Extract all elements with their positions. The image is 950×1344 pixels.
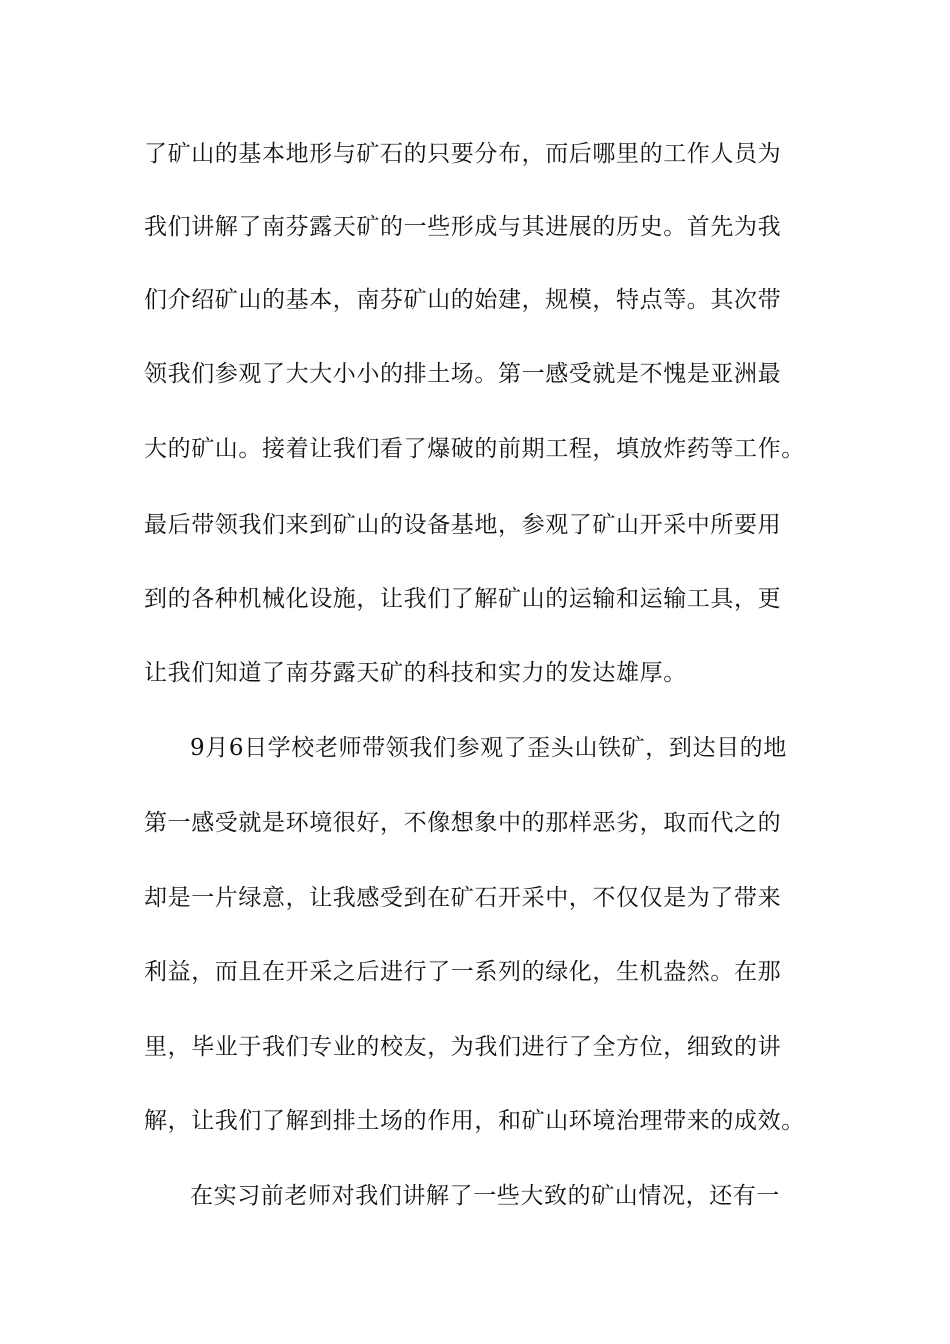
text-line: 大的矿山。接着让我们看了爆破的前期工程，填放炸药等工作。 — [144, 436, 805, 462]
text-line: 解，让我们了解到排土场的作用，和矿山环境治理带来的成效。 — [144, 1108, 805, 1134]
text-line: 领我们参观了大大小小的排土场。第一感受就是不愧是亚洲最 — [144, 361, 782, 387]
text-line: 利益，而且在开采之后进行了一系列的绿化，生机盎然。在那 — [144, 959, 782, 985]
text-line: 里，毕业于我们专业的校友，为我们进行了全方位，细致的讲 — [144, 1034, 782, 1060]
text-line: 第一感受就是环境很好，不像想象中的那样恶劣，取而代之的 — [144, 810, 782, 836]
text-line: 了矿山的基本地形与矿石的只要分布，而后哪里的工作人员为 — [144, 141, 782, 167]
paragraph-start-line: 在实习前老师对我们讲解了一些大致的矿山情况，还有一 — [190, 1183, 780, 1209]
text-line: 让我们知道了南芬露天矿的科技和实力的发达雄厚。 — [144, 660, 687, 686]
paragraph-start-line: 9月6日学校老师带领我们参观了歪头山铁矿，到达目的地 — [190, 735, 787, 761]
text-line: 最后带领我们来到矿山的设备基地，参观了矿山开采中所要用 — [144, 512, 782, 538]
text-line: 却是一片绿意，让我感受到在矿石开采中，不仅仅是为了带来 — [144, 885, 782, 911]
text-line: 到的各种机械化设施，让我们了解矿山的运输和运输工具，更 — [144, 586, 782, 612]
text-line: 我们讲解了南芬露天矿的一些形成与其进展的历史。首先为我 — [144, 214, 782, 240]
text-line: 们介绍矿山的基本，南芬矿山的始建，规模，特点等。其次带 — [144, 287, 782, 313]
